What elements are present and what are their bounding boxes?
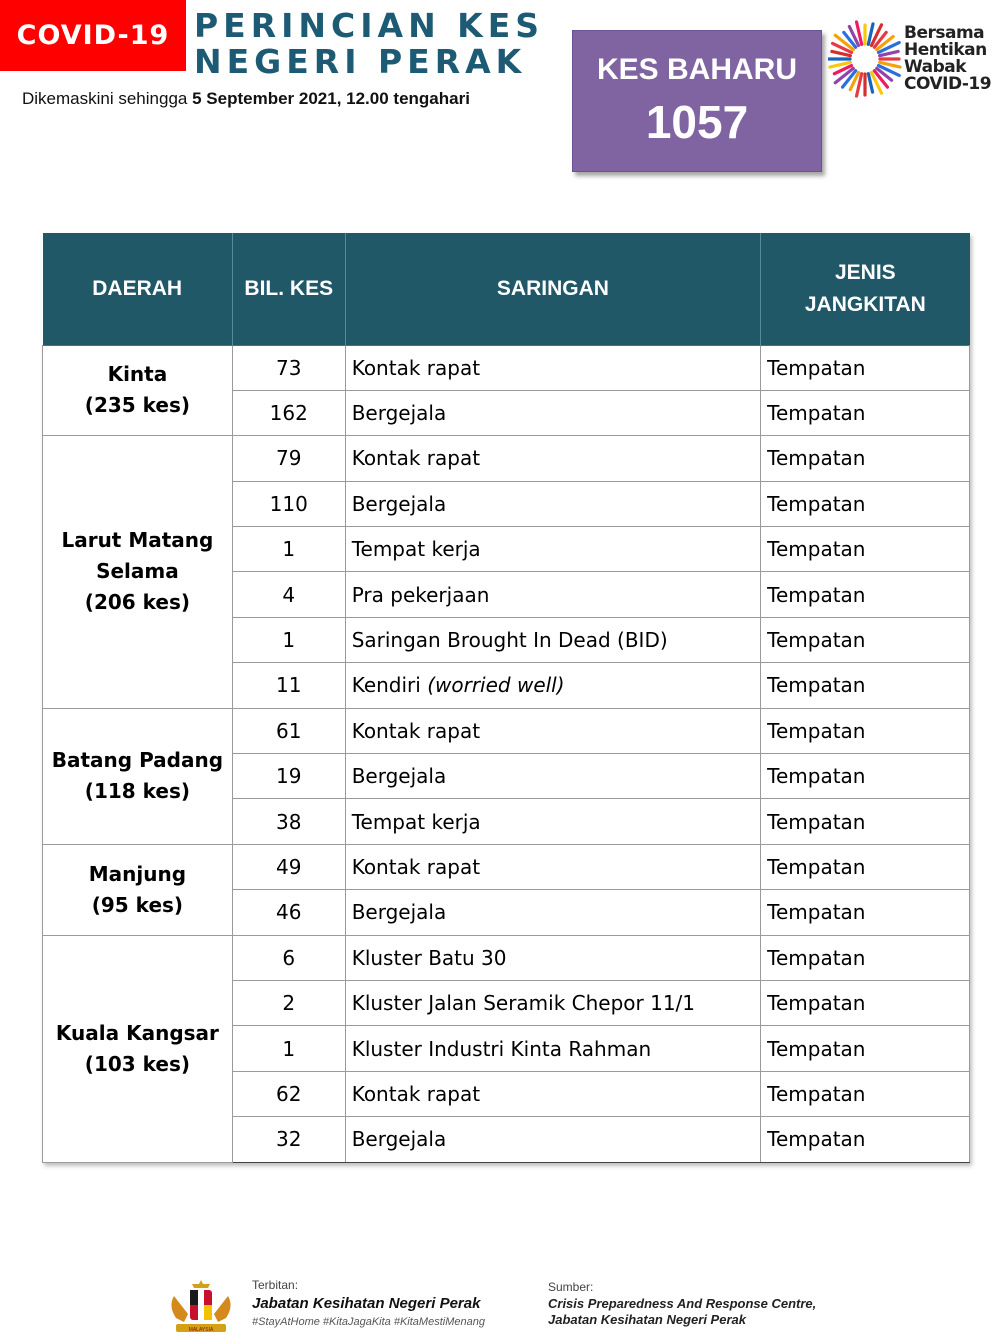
case-count-cell: 79 <box>232 436 345 481</box>
case-count-cell: 19 <box>232 754 345 799</box>
screening-cell <box>345 572 760 617</box>
screening-text: Kendiri <box>351 673 421 698</box>
case-count-cell: 62 <box>232 1071 345 1116</box>
district-name-line: (95 kes) <box>91 892 184 917</box>
infection-type-cell: Tempatan <box>761 844 970 889</box>
screening-text: Bergejala <box>351 491 447 516</box>
svg-text:MALAYSIA: MALAYSIA <box>188 1327 214 1333</box>
case-count-cell: 2 <box>232 980 345 1025</box>
screening-text: Pra pekerjaan <box>351 582 490 607</box>
screening-text: Kontak rapat <box>351 355 481 380</box>
table-row <box>43 708 970 753</box>
screening-text: Saringan Brought In Dead (BID) <box>351 628 668 653</box>
infection-type-cell: Tempatan <box>761 390 970 435</box>
case-count-cell: 38 <box>232 799 345 844</box>
screening-cell <box>345 935 760 980</box>
screening-text: Kluster Industri Kinta Rahman <box>351 1036 652 1061</box>
infection-type-cell: Tempatan <box>761 754 970 799</box>
case-count-cell: 61 <box>232 708 345 753</box>
screening-text: Kluster Jalan Seramik Chepor 11/1 <box>351 991 696 1016</box>
district-name-line: (235 kes) <box>84 393 191 418</box>
district-cell <box>43 708 233 844</box>
district-cell <box>43 935 233 1162</box>
screening-text: Bergejala <box>351 1127 447 1152</box>
case-count-cell: 162 <box>232 390 345 435</box>
title-line-1: PERINCIAN KES <box>194 6 545 45</box>
burst-icon <box>828 18 902 100</box>
title-line-2: NEGERI PERAK <box>194 42 527 81</box>
infection-type-cell: Tempatan <box>761 663 970 708</box>
screening-cell <box>345 1117 760 1162</box>
header-saringan: SARINGAN <box>345 233 760 345</box>
district-name-line: Kinta <box>107 362 168 387</box>
screening-text: Bergejala <box>351 900 447 925</box>
coat-of-arms-icon <box>162 1278 240 1340</box>
screening-text: Bergejala <box>351 401 447 426</box>
district-cell <box>43 844 233 935</box>
logo-line-3: Wabak <box>904 57 967 77</box>
screening-cell <box>345 844 760 889</box>
header-jenis-line-1: JENIS <box>834 260 896 284</box>
infection-type-cell: Tempatan <box>761 935 970 980</box>
source-line-2: Jabatan Kesihatan Negeri Perak <box>548 1312 746 1327</box>
case-count-cell: 73 <box>232 345 345 390</box>
table-header-row <box>43 233 970 345</box>
district-name-line: Manjung <box>88 861 187 886</box>
case-count-cell: 1 <box>232 617 345 662</box>
screening-text: Kontak rapat <box>351 854 481 879</box>
screening-cell <box>345 617 760 662</box>
district-name-line: (206 kes) <box>84 590 191 615</box>
infection-type-cell: Tempatan <box>761 890 970 935</box>
screening-text: Kontak rapat <box>351 718 481 743</box>
district-name-line: Larut Matang <box>61 528 214 553</box>
infection-type-cell: Tempatan <box>761 572 970 617</box>
screening-cell <box>345 436 760 481</box>
screening-text: Kontak rapat <box>351 446 481 471</box>
logo-line-2: Hentikan <box>904 40 987 60</box>
screening-text: Tempat kerja <box>351 809 481 834</box>
infection-type-cell: Tempatan <box>761 708 970 753</box>
infection-type-cell: Tempatan <box>761 617 970 662</box>
page-title <box>194 8 544 80</box>
table-row <box>43 935 970 980</box>
logo-line-1: Bersama <box>904 23 985 43</box>
header-jenis-line-2: JANGKITAN <box>804 292 926 316</box>
screening-text: Bergejala <box>351 764 447 789</box>
campaign-logo-text <box>904 25 991 93</box>
case-count-cell: 46 <box>232 890 345 935</box>
screening-text: Tempat kerja <box>351 537 481 562</box>
case-count-cell: 6 <box>232 935 345 980</box>
screening-cell <box>345 1026 760 1071</box>
district-name-line: Batang Padang <box>51 748 224 773</box>
hashtags: #StayAtHome #KitaJagaKita #KitaMestiMenang <box>252 1316 485 1328</box>
district-name-line: (103 kes) <box>84 1051 191 1076</box>
campaign-logo <box>828 18 1003 100</box>
screening-cell <box>345 663 760 708</box>
infection-type-cell: Tempatan <box>761 345 970 390</box>
new-cases-label: KES BAHARU <box>596 53 797 86</box>
district-name-line: (118 kes) <box>84 779 191 804</box>
source-line-1: Crisis Preparedness And Response Centre, <box>548 1296 817 1311</box>
district-name-line: Selama <box>96 559 179 584</box>
screening-cell <box>345 390 760 435</box>
infection-type-cell: Tempatan <box>761 1026 970 1071</box>
case-count-cell: 49 <box>232 844 345 889</box>
case-count-cell: 110 <box>232 481 345 526</box>
screening-note: (worried well) <box>427 673 565 698</box>
header-jenis-jangkitan <box>761 233 970 345</box>
district-name-line: Kuala Kangsar <box>55 1020 219 1045</box>
screening-text: Kluster Batu 30 <box>351 945 507 970</box>
footer <box>0 1272 1008 1344</box>
infection-type-cell: Tempatan <box>761 980 970 1025</box>
screening-cell <box>345 890 760 935</box>
updated-prefix: Dikemaskini sehingga <box>22 89 188 108</box>
table-row <box>43 844 970 889</box>
covid-badge: COVID-19 <box>0 0 186 71</box>
case-count-cell: 1 <box>232 527 345 572</box>
publisher-label: Terbitan: <box>252 1278 299 1292</box>
new-cases-box <box>572 30 822 172</box>
table-row <box>43 345 970 390</box>
infection-type-cell: Tempatan <box>761 1117 970 1162</box>
infection-type-cell: Tempatan <box>761 799 970 844</box>
screening-cell <box>345 980 760 1025</box>
infection-type-cell: Tempatan <box>761 481 970 526</box>
screening-text: Kontak rapat <box>351 1081 481 1106</box>
header-daerah: DAERAH <box>43 233 233 345</box>
source-label: Sumber: <box>548 1280 594 1294</box>
screening-cell <box>345 1071 760 1116</box>
case-count-cell: 4 <box>232 572 345 617</box>
screening-cell <box>345 345 760 390</box>
district-cell <box>43 436 233 708</box>
publisher-block <box>252 1278 485 1328</box>
publisher-name: Jabatan Kesihatan Negeri Perak <box>252 1295 481 1312</box>
case-count-cell: 32 <box>232 1117 345 1162</box>
infection-type-cell: Tempatan <box>761 1071 970 1116</box>
screening-cell <box>345 481 760 526</box>
case-count-cell: 1 <box>232 1026 345 1071</box>
screening-cell <box>345 708 760 753</box>
cases-table <box>42 233 970 1163</box>
infection-type-cell: Tempatan <box>761 527 970 572</box>
new-cases-value: 1057 <box>645 96 749 148</box>
screening-cell <box>345 799 760 844</box>
infection-type-cell: Tempatan <box>761 436 970 481</box>
updated-timestamp <box>22 89 470 109</box>
source-block <box>548 1280 816 1328</box>
case-count-cell: 11 <box>232 663 345 708</box>
screening-cell <box>345 527 760 572</box>
table-row <box>43 436 970 481</box>
header-bil-kes: BIL. KES <box>232 233 345 345</box>
screening-cell <box>345 754 760 799</box>
district-cell <box>43 345 233 436</box>
logo-line-4: COVID-19 <box>904 74 992 94</box>
updated-date: 5 September 2021, 12.00 tengahari <box>192 89 470 108</box>
